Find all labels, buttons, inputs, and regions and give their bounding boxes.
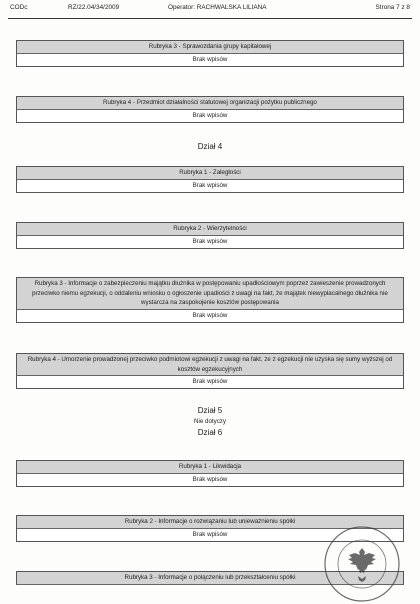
- rubric-box: [16, 96, 404, 123]
- rubric-title: Rubryka 1 - Likwidacja: [17, 461, 403, 474]
- operator-name: Operator: RACHWALSKA LILIANA: [168, 4, 267, 11]
- rubric-value: Brak wpisów: [17, 110, 403, 122]
- rubric-title: Rubryka 3 - Informacje o zabezpieczeniu majątku dłużnika w postępowaniu upadłościowym poprzez zawieszenie prowadzonych przeciwko niemu egzekucji, o oddaleniu wniosku o ogłoszenie upadłości z uwagi na fakt, że majątek niewypłacalnego dłużnika nie wystarcza na zaspokojenie kosztów postępowania: [17, 278, 403, 310]
- rubric-value: Brak wpisów: [17, 310, 403, 322]
- rubric-title: Rubryka 2 - Informacje o rozwiązaniu lub unieważnieniu spółki: [17, 516, 403, 529]
- document-code: CODc: [10, 4, 28, 11]
- section-heading: Dział 6: [197, 428, 223, 437]
- rubric-title: Rubryka 4 - Umorzenie prowadzonej przeciwko podmiotowi egzekucji z uwagi na fakt, że z egzekucji nie uzyska się sumy wyższej od kosztów egzekucyjnych: [17, 354, 403, 376]
- rubric-value: Brak wpisów: [17, 54, 403, 66]
- rubric-box: [16, 460, 404, 487]
- rubric-value: Brak wpisów: [17, 474, 403, 486]
- rubric-value: Brak wpisów: [17, 529, 403, 541]
- rubric-value: Brak wpisów: [17, 236, 403, 248]
- rubric-title: Rubryka 1 - Zaległości: [17, 167, 403, 180]
- page-number: Strona 7 z 8: [375, 4, 410, 11]
- rubric-value: Brak wpisów: [17, 180, 403, 192]
- rubric-title: Rubryka 2 - Wierzytelności: [17, 223, 403, 236]
- rubric-title: Rubryka 4 - Przedmiot działalności statutowej organizacji pożytku publicznego: [17, 97, 403, 110]
- page-header: [8, 4, 412, 16]
- header-divider: [8, 18, 412, 19]
- section-note: Nie dotyczy: [194, 418, 226, 425]
- eagle-emblem-icon: [348, 548, 376, 582]
- rubric-box: [16, 277, 404, 323]
- rubric-box: [16, 222, 404, 249]
- rubric-box: [16, 166, 404, 193]
- official-seal-stamp: [322, 524, 402, 604]
- section-heading: Dział 5: [197, 406, 223, 415]
- rubric-title: Rubryka 3 - Sprawozdania grupy kapitałowej: [17, 41, 403, 54]
- rubric-box: [16, 353, 404, 389]
- rubric-title: Rubryka 3 - Informacje o połączeniu lub przekształceniu spółki: [17, 572, 403, 585]
- reference-number: RZ/22.04/34/2009: [68, 4, 120, 11]
- section-heading: Dział 4: [197, 142, 223, 151]
- rubric-value: Brak wpisów: [17, 376, 403, 388]
- rubric-box: [16, 40, 404, 67]
